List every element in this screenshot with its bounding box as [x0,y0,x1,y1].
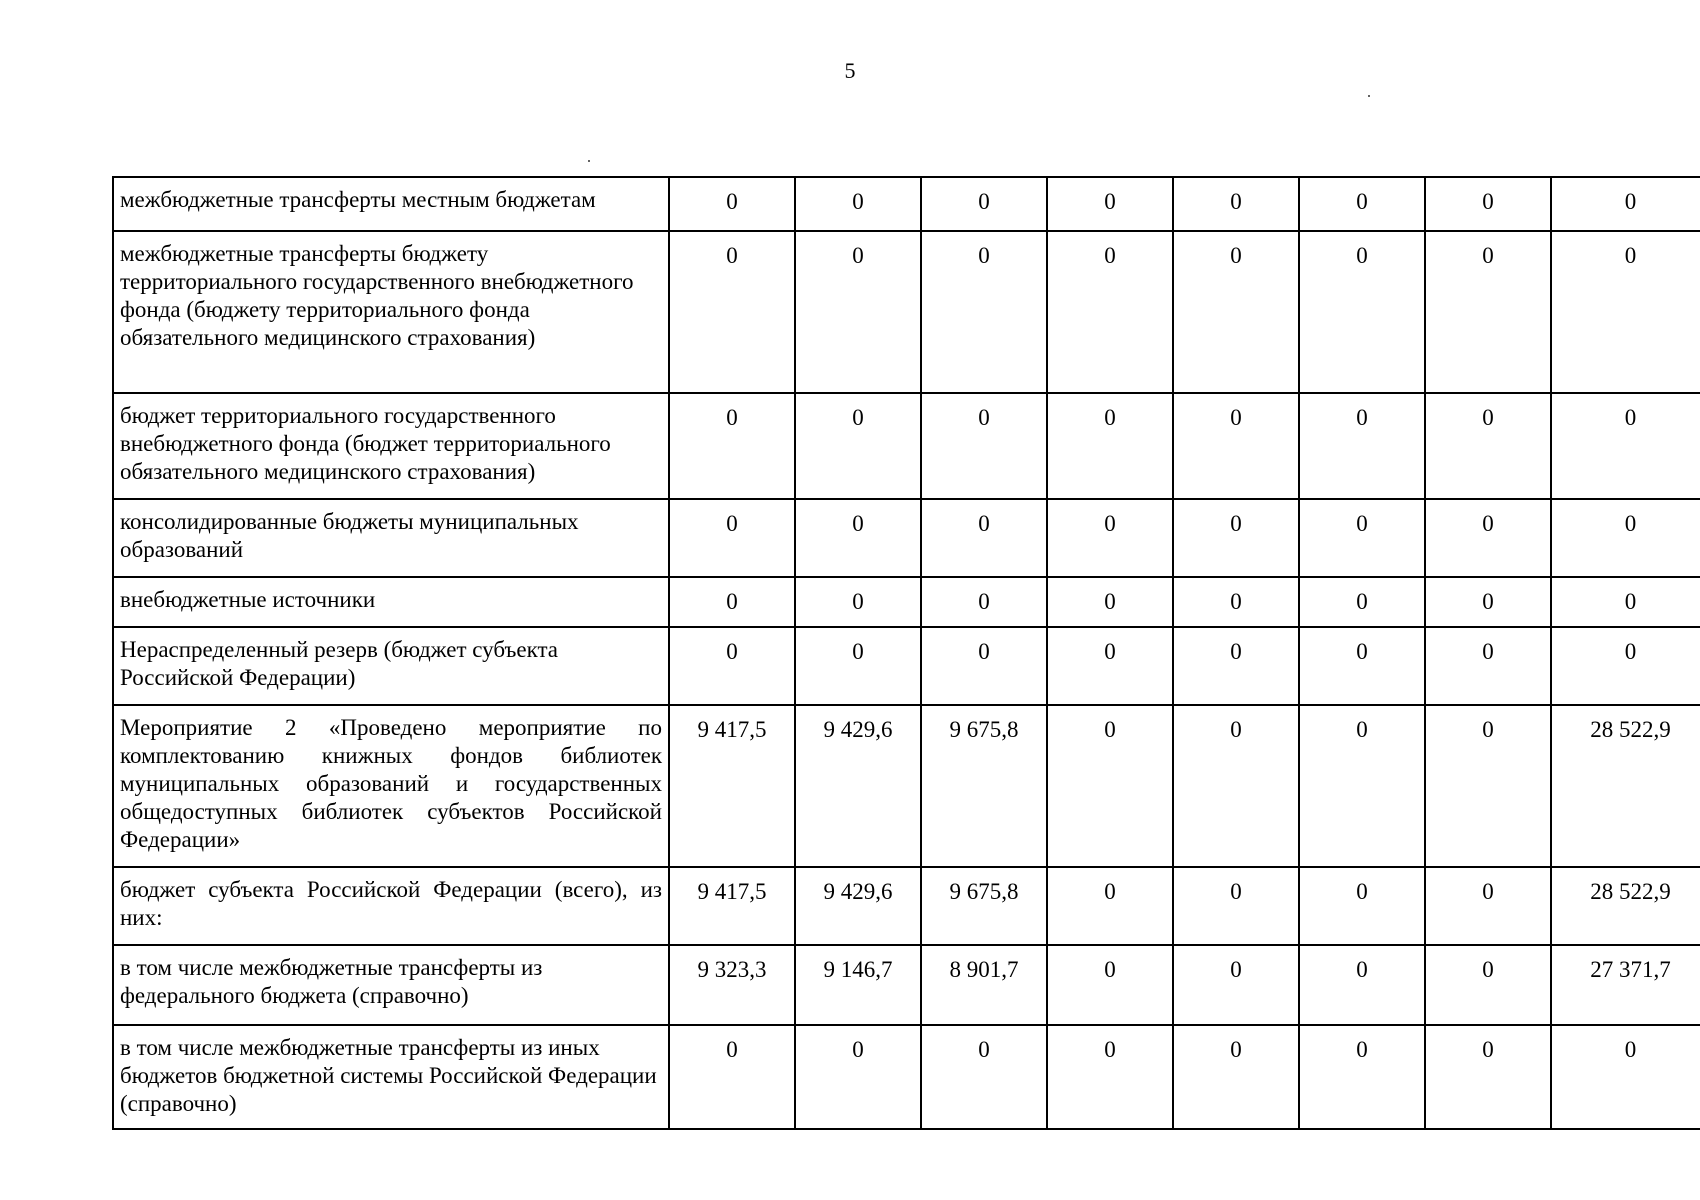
total-cell: 0 [1551,577,1700,627]
value-cell: 0 [921,231,1047,393]
total-cell: 27 371,7 [1551,945,1700,1025]
value-cell: 0 [921,627,1047,705]
value-cell: 0 [795,1025,921,1129]
row-label: в том числе межбюджетные трансферты из федерального бюджета (справочно) [113,945,669,1025]
value-cell: 0 [1047,945,1173,1025]
value-cell: 0 [921,393,1047,499]
value-cell: 9 429,6 [795,705,921,867]
table-row [113,177,1700,231]
value-cell: 9 417,5 [669,867,795,945]
total-cell: 28 522,9 [1551,705,1700,867]
row-label: в том числе межбюджетные трансферты из иных бюджетов бюджетной системы Российской Федерации (справочно) [113,1025,669,1129]
table-row [113,499,1700,577]
value-cell: 0 [1047,1025,1173,1129]
value-cell: 9 675,8 [921,867,1047,945]
value-cell: 0 [1425,627,1551,705]
row-label: консолидированные бюджеты муниципальных образований [113,499,669,577]
value-cell: 0 [795,231,921,393]
value-cell: 0 [1299,627,1425,705]
value-cell: 0 [1047,393,1173,499]
value-cell: 0 [1173,393,1299,499]
value-cell: 0 [1299,1025,1425,1129]
total-cell: 28 522,9 [1551,867,1700,945]
value-cell: 0 [1173,177,1299,231]
value-cell: 0 [1173,577,1299,627]
value-cell: 0 [1425,231,1551,393]
row-label: Мероприятие 2 «Проведено мероприятие по комплектованию книжных фондов библиотек муниципальных образований и государственных общедоступных библиотек субъектов Российской Федерации» [113,705,669,867]
value-cell: 0 [1425,177,1551,231]
value-cell: 0 [921,577,1047,627]
budget-table [112,176,1700,1130]
value-cell: 0 [669,627,795,705]
value-cell: 0 [1047,867,1173,945]
row-label: бюджет территориального государственного внебюджетного фонда (бюджет территориального обязательного медицинского страхования) [113,393,669,499]
value-cell: 0 [669,1025,795,1129]
value-cell: 0 [1425,499,1551,577]
table-row [113,945,1700,1025]
value-cell: 0 [1173,867,1299,945]
value-cell: 0 [1425,393,1551,499]
value-cell: 0 [1047,577,1173,627]
value-cell: 0 [669,231,795,393]
total-cell: 0 [1551,393,1700,499]
value-cell: 0 [1425,945,1551,1025]
table-row [113,231,1700,393]
page-number: 5 [844,58,856,83]
value-cell: 9 323,3 [669,945,795,1025]
value-cell: 0 [1299,867,1425,945]
value-cell: 9 675,8 [921,705,1047,867]
value-cell: 0 [1173,627,1299,705]
table-row [113,577,1700,627]
table-row [113,705,1700,867]
total-cell: 0 [1551,177,1700,231]
value-cell: 0 [1425,867,1551,945]
value-cell: 0 [1299,231,1425,393]
value-cell: 0 [1173,1025,1299,1129]
total-cell: 0 [1551,231,1700,393]
total-cell: 0 [1551,1025,1700,1129]
row-label: внебюджетные источники [113,577,669,627]
table-row [113,627,1700,705]
value-cell: 0 [1173,945,1299,1025]
total-cell: 0 [1551,627,1700,705]
value-cell: 0 [1425,705,1551,867]
value-cell: 9 417,5 [669,705,795,867]
value-cell: 0 [1299,177,1425,231]
value-cell: 0 [795,499,921,577]
value-cell: 0 [1047,231,1173,393]
value-cell: 0 [921,1025,1047,1129]
value-cell: 0 [1425,577,1551,627]
table-row [113,1025,1700,1129]
value-cell: 0 [1299,499,1425,577]
value-cell: 0 [795,393,921,499]
value-cell: 0 [1047,627,1173,705]
row-label: Нераспределенный резерв (бюджет субъекта Российской Федерации) [113,627,669,705]
row-label: межбюджетные трансферты бюджету территориального государственного внебюджетного фонда (бюджету территориального фонда обязательного медицинского страхования) [113,231,669,393]
value-cell: 0 [1299,393,1425,499]
value-cell: 0 [1173,705,1299,867]
value-cell: 0 [921,499,1047,577]
value-cell: 0 [1047,499,1173,577]
value-cell: 0 [795,627,921,705]
value-cell: 0 [1425,1025,1551,1129]
value-cell: 8 901,7 [921,945,1047,1025]
value-cell: 9 146,7 [795,945,921,1025]
row-label: бюджет субъекта Российской Федерации (всего), из них: [113,867,669,945]
table-row [113,867,1700,945]
value-cell: 0 [669,393,795,499]
value-cell: 0 [1047,705,1173,867]
value-cell: 9 429,6 [795,867,921,945]
value-cell: 0 [1299,577,1425,627]
value-cell: 0 [1173,499,1299,577]
value-cell: 0 [795,577,921,627]
value-cell: 0 [1299,705,1425,867]
value-cell: 0 [921,177,1047,231]
value-cell: 0 [795,177,921,231]
total-cell: 0 [1551,499,1700,577]
value-cell: 0 [669,499,795,577]
value-cell: 0 [669,577,795,627]
row-label: межбюджетные трансферты местным бюджетам [113,177,669,231]
value-cell: 0 [1047,177,1173,231]
value-cell: 0 [1173,231,1299,393]
scan-speck [588,160,590,162]
table-row [113,393,1700,499]
scan-speck [1368,95,1370,97]
value-cell: 0 [1299,945,1425,1025]
value-cell: 0 [669,177,795,231]
